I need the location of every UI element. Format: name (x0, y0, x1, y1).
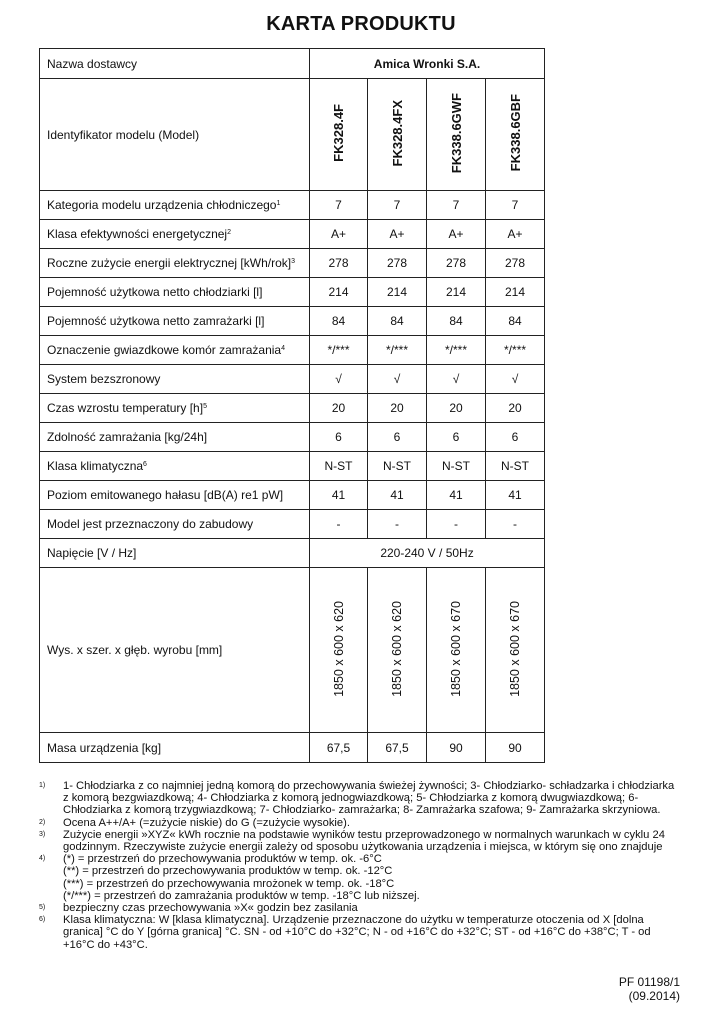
footnote-line: 1- Chłodziarka z co najmniej jedną komorą do przechowywania świeżej żywności; 3- Chłodziarko- schładzarka i chłodziarka z komorą bezgwiazdkową; 4- Chłodziarka z komorą jednogwiazdkową; 5- Chłodziarka z komorą dwugwiazdkową; 6- Chłodziarka z komorą trzygwiazdkową; 7- Chłodziarko- zamrażarka; 8- Zamrażarka szafowa; 9- Zamrażarka skrzyniowa. (63, 780, 675, 817)
footnote (39, 914, 679, 951)
spec-value: 214 (368, 278, 427, 307)
spec-value: A+ (427, 220, 486, 249)
footnote-text (63, 780, 679, 817)
dimensions-value: 1850 x 600 x 620 (310, 568, 368, 733)
spec-value: - (427, 510, 486, 539)
spec-value: 20 (486, 394, 545, 423)
spec-value: 6 (310, 423, 368, 452)
footnote-text (63, 914, 679, 951)
spec-row (40, 394, 545, 423)
spec-row (40, 278, 545, 307)
document-footer (619, 975, 680, 1003)
footnote-text (63, 817, 679, 829)
footnote-mark: 1) (39, 782, 46, 789)
spec-row (40, 336, 545, 365)
spec-value: 84 (427, 307, 486, 336)
footnote-text (63, 902, 679, 914)
model-label: Identyfikator modelu (Model) (40, 79, 310, 191)
spec-label: Oznaczenie gwiazdkowe komór zamrażania$^4$ (40, 336, 310, 365)
footnote-line: Ocena A++/A+ (=zużycie niskie) do G (=zużycie wysokie). (63, 816, 350, 829)
mass-value: 90 (427, 733, 486, 763)
voltage-label: Napięcie [V / Hz] (40, 539, 310, 568)
spec-value: N-ST (486, 452, 545, 481)
spec-row (40, 452, 545, 481)
voltage-row (40, 539, 545, 568)
supplier-label: Nazwa dostawcy (40, 49, 310, 79)
spec-value: */*** (368, 336, 427, 365)
supplier-value: Amica Wronki S.A. (310, 49, 545, 79)
footnote-text (63, 853, 679, 902)
spec-value: 20 (310, 394, 368, 423)
spec-value: 7 (310, 191, 368, 220)
spec-row (40, 365, 545, 394)
footnote-line: (**) = przestrzeń do przechowywania produktów w temp. ok. -12°C (63, 865, 393, 878)
spec-value: 7 (486, 191, 545, 220)
spec-value: 214 (310, 278, 368, 307)
spec-value: 6 (427, 423, 486, 452)
footnote (39, 902, 679, 914)
model-name: FK338.6GWF (427, 79, 486, 191)
footnote (39, 817, 679, 829)
spec-row (40, 220, 545, 249)
footnote-line: (*/***) = przestrzeń do zamrażania produktów w temp. -18°C lub niższej. (63, 889, 420, 902)
model-name: FK328.4F (310, 79, 368, 191)
spec-value: 6 (486, 423, 545, 452)
spec-row (40, 481, 545, 510)
spec-label: Kategoria modelu urządzenia chłodniczego$^1$ (40, 191, 310, 220)
spec-row (40, 191, 545, 220)
spec-value: √ (368, 365, 427, 394)
spec-label: Roczne zużycie energii elektrycznej $[kWh/rok]^3$ (40, 249, 310, 278)
footnote-mark: 4) (39, 855, 46, 863)
spec-value: N-ST (368, 452, 427, 481)
footnote-mark: 6) (39, 916, 46, 924)
spec-value: N-ST (310, 452, 368, 481)
spec-value: 278 (310, 249, 368, 278)
footnote-line: Zużycie energii »XYZ« kWh rocznie na podstawie wyników testu przeprowadzonego w normalnych warunkach w cyklu 24 godzinnym. Rzeczywiste zużycie energii zależy od sposobu użytkowania urządzenia i miejsca, w którym się ono znajduje (63, 828, 665, 854)
spec-value: √ (427, 365, 486, 394)
mass-value: 90 (486, 733, 545, 763)
spec-value: 214 (486, 278, 545, 307)
spec-value: 20 (427, 394, 486, 423)
dimensions-row (40, 568, 545, 733)
spec-label: Czas wzrostu temperatury $[h]^5$ (40, 394, 310, 423)
spec-row (40, 423, 545, 452)
spec-value: N-ST (427, 452, 486, 481)
mass-value: 67,5 (368, 733, 427, 763)
spec-label: Pojemność użytkowa netto zamrażarki [l] (40, 307, 310, 336)
footnote (39, 780, 679, 817)
spec-value: 84 (368, 307, 427, 336)
spec-value: - (310, 510, 368, 539)
spec-value: 84 (310, 307, 368, 336)
spec-value: 41 (310, 481, 368, 510)
spec-value: 278 (368, 249, 427, 278)
spec-label: Zdolność zamrażania [kg/24h] (40, 423, 310, 452)
spec-value: */*** (427, 336, 486, 365)
spec-value: 278 (486, 249, 545, 278)
spec-value: 41 (486, 481, 545, 510)
footnote-line: (***) = przestrzeń do przechowywania mrożonek w temp. ok. -18°C (63, 877, 395, 890)
spec-value: A+ (310, 220, 368, 249)
mass-value: 67,5 (310, 733, 368, 763)
spec-label: Model jest przeznaczony do zabudowy (40, 510, 310, 539)
footnote-line: (*) = przestrzeń do przechowywania produktów w temp. ok. -6°C (63, 853, 382, 866)
document-date: (09.2014) (628, 989, 680, 1003)
dimensions-value: 1850 x 600 x 670 (486, 568, 545, 733)
model-row (40, 79, 545, 191)
model-name: FK338.6GBF (486, 79, 545, 191)
footnote (39, 853, 679, 902)
mass-row (40, 733, 545, 763)
spec-label: Klasa efektywności energetycznej$^2$ (40, 220, 310, 249)
voltage-value: 220-240 V / 50Hz (310, 539, 545, 568)
page-title: KARTA PRODUKTU (266, 13, 456, 35)
supplier-row (40, 49, 545, 79)
mass-label: Masa urządzenia [kg] (40, 733, 310, 763)
footnotes (39, 780, 679, 951)
spec-value: 7 (368, 191, 427, 220)
product-card-table (39, 48, 545, 763)
spec-row (40, 249, 545, 278)
spec-value: 20 (368, 394, 427, 423)
spec-value: - (368, 510, 427, 539)
footnote-mark: 2) (39, 818, 46, 826)
footnote-line: bezpieczny czas przechowywania »X« godzin bez zasilania (63, 902, 358, 915)
footnote-line: Klasa klimatyczna: W [klasa klimatyczna]. Urządzenie przeznaczone do użytku w temperaturze otoczenia od X [dolna granica] °C do Y [górna granica] °C. SN - od +10°C do +32°C; N - od +16°C do +32°C; ST - od +16°C do +38°C; T - od +16°C do +43°C. (63, 914, 651, 951)
dimensions-label: Wys. x szer. x głęb. wyrobu [mm] (40, 568, 310, 733)
spec-label: Klasa klimatyczna$^6$ (40, 452, 310, 481)
spec-value: 41 (427, 481, 486, 510)
spec-value: */*** (310, 336, 368, 365)
footnote-mark: 5) (39, 904, 46, 912)
spec-value: - (486, 510, 545, 539)
footnote (39, 829, 679, 853)
spec-row (40, 510, 545, 539)
model-name: FK328.4FX (368, 79, 427, 191)
spec-value: 6 (368, 423, 427, 452)
spec-label: Poziom emitowanego hałasu [dB(A) re1 pW] (40, 481, 310, 510)
spec-value: 84 (486, 307, 545, 336)
spec-value: A+ (486, 220, 545, 249)
spec-label: Pojemność użytkowa netto chłodziarki [l] (40, 278, 310, 307)
spec-value: */*** (486, 336, 545, 365)
spec-value: A+ (368, 220, 427, 249)
spec-value: 41 (368, 481, 427, 510)
footnote-text (63, 829, 679, 853)
spec-value: √ (486, 365, 545, 394)
spec-row (40, 307, 545, 336)
spec-value: 278 (427, 249, 486, 278)
spec-value: 7 (427, 191, 486, 220)
dimensions-value: 1850 x 600 x 620 (368, 568, 427, 733)
spec-label: System bezszronowy (40, 365, 310, 394)
spec-value: 214 (427, 278, 486, 307)
footnote-mark: 3) (39, 830, 46, 838)
document-code: PF 01198/1 (618, 975, 680, 989)
dimensions-value: 1850 x 600 x 670 (427, 568, 486, 733)
spec-value: √ (310, 365, 368, 394)
